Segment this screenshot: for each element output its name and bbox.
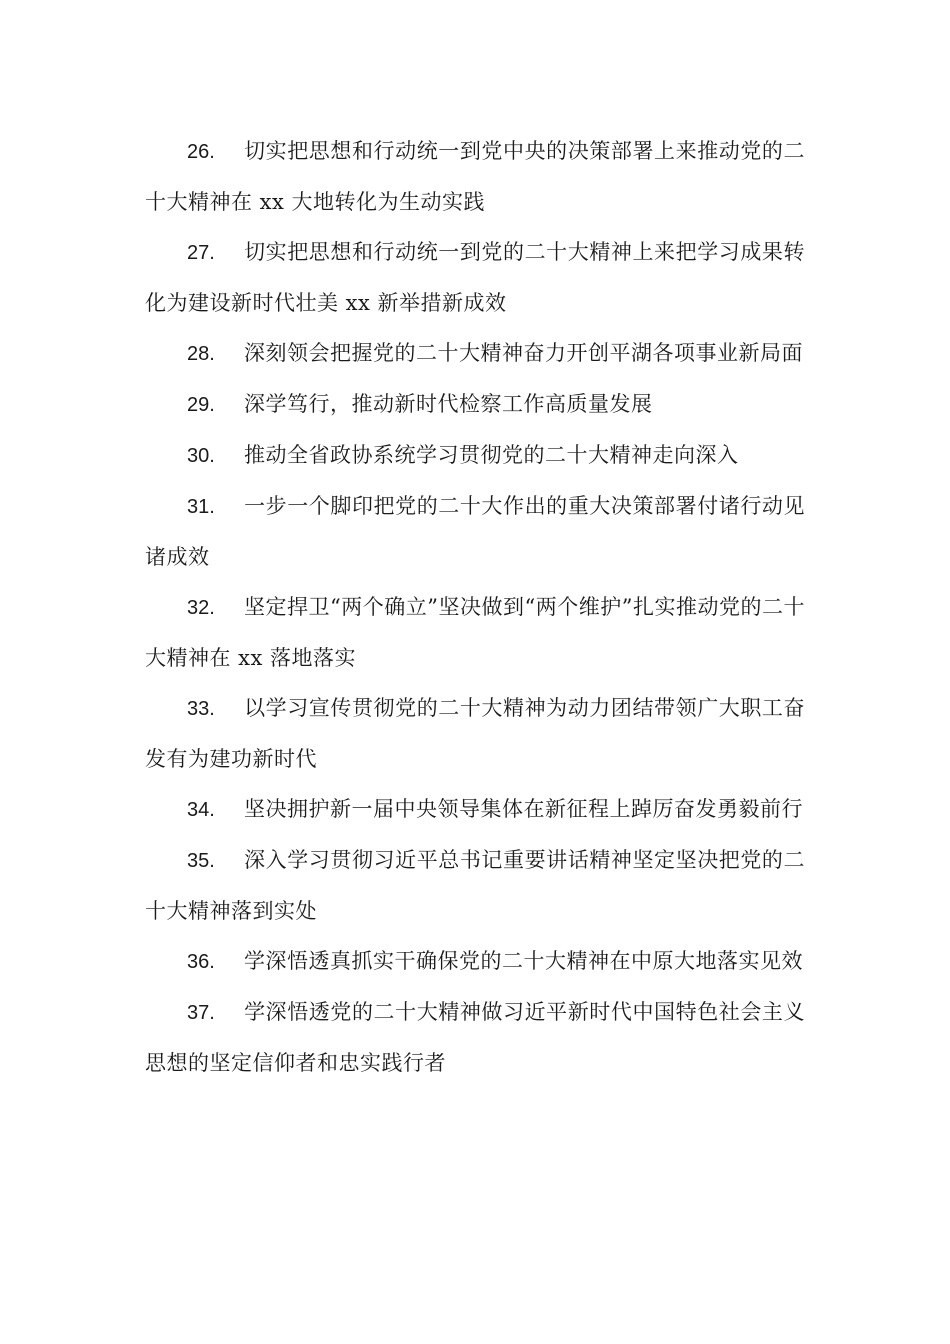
list-item [145, 582, 805, 683]
list-item [145, 379, 805, 430]
item-number: 29. [187, 394, 215, 416]
list-item [145, 683, 805, 784]
item-number: 30. [187, 445, 215, 467]
item-number: 35. [187, 850, 215, 872]
item-text: 深学笃行，推动新时代检察工作高质量发展 [244, 392, 653, 416]
item-number: 33. [187, 698, 215, 720]
list-item [145, 328, 805, 379]
item-number: 27. [187, 242, 215, 264]
item-text: 坚决拥护新一届中央领导集体在新征程上踔厉奋发勇毅前行 [244, 797, 803, 821]
item-text: 学深悟透真抓实干确保党的二十大精神在中原大地落实见效 [244, 949, 803, 973]
item-text: 推动全省政协系统学习贯彻党的二十大精神走向深入 [244, 443, 739, 467]
item-text: 以学习宣传贯彻党的二十大精神为动力团结带领广大职工奋发有为建功新时代 [145, 696, 805, 771]
list-item [145, 987, 805, 1088]
list-item [145, 227, 805, 328]
item-text: 切实把思想和行动统一到党中央的决策部署上来推动党的二十大精神在 xx 大地转化为生动实践 [145, 139, 805, 214]
item-number: 31. [187, 496, 215, 518]
list-item [145, 126, 805, 227]
item-text: 学深悟透党的二十大精神做习近平新时代中国特色社会主义思想的坚定信仰者和忠实践行者 [145, 1000, 805, 1075]
item-number: 28. [187, 343, 215, 365]
item-text: 深入学习贯彻习近平总书记重要讲话精神坚定坚决把党的二十大精神落到实处 [145, 848, 805, 923]
item-number: 36. [187, 951, 215, 973]
list-item [145, 481, 805, 582]
title-list [145, 126, 805, 1088]
item-text: 一步一个脚印把党的二十大作出的重大决策部署付诸行动见诸成效 [145, 494, 805, 569]
item-number: 34. [187, 799, 215, 821]
item-number: 37. [187, 1002, 215, 1024]
list-item [145, 835, 805, 936]
list-item [145, 936, 805, 987]
list-item [145, 430, 805, 481]
item-text: 坚定捍卫“两个确立”坚决做到“两个维护”扎实推动党的二十大精神在 xx 落地落实 [145, 595, 805, 670]
item-text: 深刻领会把握党的二十大精神奋力开创平湖各项事业新局面 [244, 341, 803, 365]
item-number: 26. [187, 141, 215, 163]
item-text: 切实把思想和行动统一到党的二十大精神上来把学习成果转化为建设新时代壮美 xx 新举措新成效 [145, 240, 805, 315]
item-number: 32. [187, 597, 215, 619]
list-item [145, 784, 805, 835]
